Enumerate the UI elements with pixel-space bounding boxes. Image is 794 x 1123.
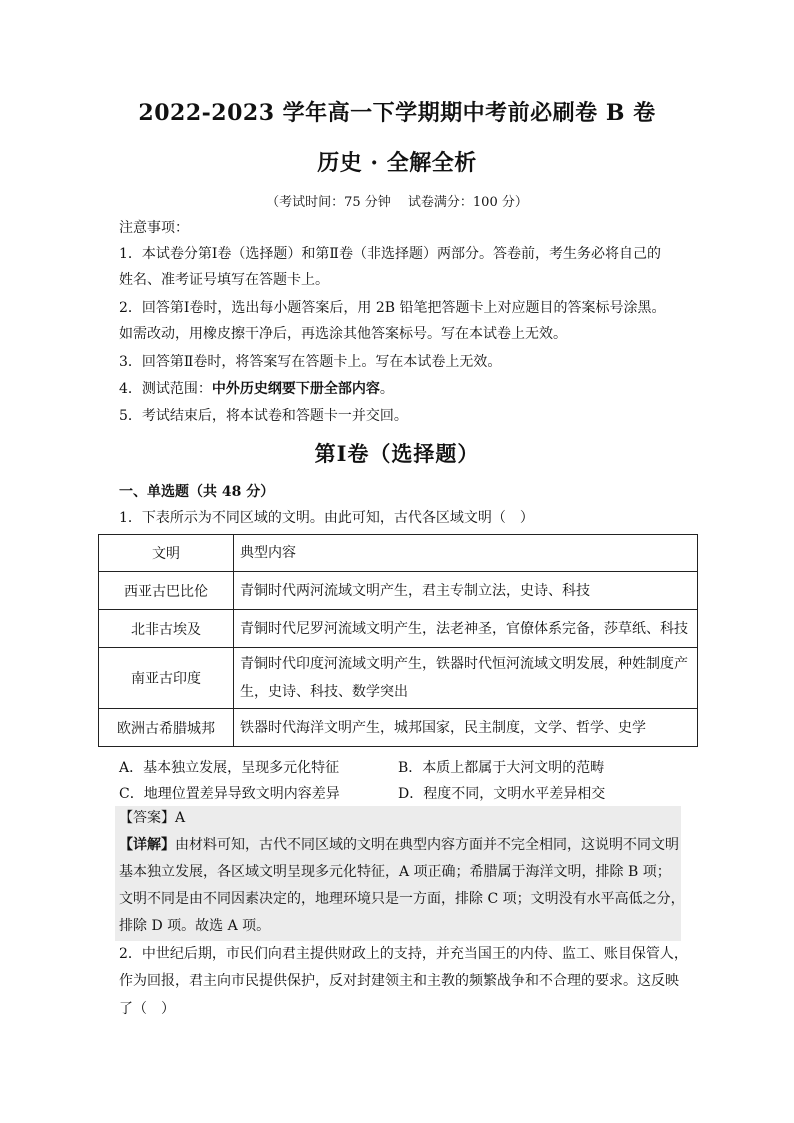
notice-item-4-scope: 中外历史纲要下册全部内容 [211,381,380,397]
notice-item-5: 5．考试结束后，将本试卷和答题卡一并交回。 [119,408,408,424]
table-cell: 青铜时代两河流域文明产生，君主专制立法，史诗、科技 [234,572,698,610]
notice-item-2: 2．回答第Ⅰ卷时，选出每小题答案后，用 2B 铅笔把答题卡上对应题目的答案标号涂黑。 [119,300,666,316]
table-cell: 南亚古印度 [99,648,234,709]
table-header-cell: 典型内容 [234,535,698,572]
question-2-line-1: 2．中世纪后期，市民们向君主提供财政上的支持，并充当国王的内侍、监工、账目保管人， [119,946,688,962]
section-title: 第Ⅰ卷（选择题） [314,441,480,466]
explanation-line-2: 基本独立发展，各区域文明呈现多元化特征，A 项正确；希腊属于海洋文明，排除 B 项； [119,864,671,880]
exam-info: （考试时间：75 分钟 试卷满分：100 分） [266,195,528,210]
table-cell: 西亚古巴比伦 [99,572,234,610]
table-row [99,572,698,610]
question-1-stem: 1．下表所示为不同区域的文明。由此可知，古代各区域文明（ ） [119,510,534,526]
table-cell: 欧洲古希腊城邦 [99,709,234,747]
document-title: 2022-2023 学年高一下学期期中考前必刷卷 B 卷 [138,100,656,126]
section-subheading: 一、单选题（共 48 分） [119,484,275,500]
table-row [99,709,698,747]
explanation-label: 【详解】 [119,837,175,853]
explanation-text: 由材料可知，古代不同区域的文明在典型内容方面并不完全相同，这说明不同文明 [175,837,679,853]
table-row [99,648,698,709]
question-2-line-2: 作为回报，君主向市民提供保护，反对封建领主和主教的频繁战争和不合理的要求。这反映 [119,973,679,989]
notice-item-1-cont: 姓名、准考证号填写在答题卡上。 [119,272,329,288]
explanation-line-4: 排除 D 项。故选 A 项。 [119,918,271,934]
table-cell: 铁器时代海洋文明产生，城邦国家，民主制度，文学、哲学、史学 [234,709,698,747]
notice-item-3: 3．回答第Ⅱ卷时，将答案写在答题卡上。写在本试卷上无效。 [119,354,502,370]
table-header-cell: 文明 [99,535,234,572]
notice-item-1: 1．本试卷分第Ⅰ卷（选择题）和第Ⅱ卷（非选择题）两部分。答卷前，考生务必将自己的 [119,246,661,262]
answer-label: 【答案】A [119,810,186,826]
table-cell: 青铜时代印度河流域文明产生，铁器时代恒河流域文明发展，种姓制度产生，史诗、科技、数学突出 [234,648,698,709]
explanation-line-1 [119,836,679,854]
notice-item-4-prefix: 4．测试范围： [119,381,212,397]
document-subtitle: 历史 · 全解全析 [317,150,477,176]
option-d: D．程度不同，文明水平差异相交 [398,786,606,802]
option-b: B．本质上都属于大河文明的范畴 [398,760,605,776]
notice-heading: 注意事项： [119,220,189,236]
notice-item-4-suffix: 。 [379,381,394,397]
table-header-row [99,535,698,572]
question-2-line-3: 了（ ） [119,1001,175,1017]
notice-item-4 [119,380,394,398]
notice-item-2-cont: 如需改动，用橡皮擦干净后，再选涂其他答案标号。写在本试卷上无效。 [119,326,567,342]
option-a: A．基本独立发展，呈现多元化特征 [119,760,340,776]
civilization-table [98,534,698,747]
table-cell: 青铜时代尼罗河流域文明产生，法老神圣，官僚体系完备，莎草纸、科技 [234,610,698,648]
table-cell: 北非古埃及 [99,610,234,648]
table-row [99,610,698,648]
option-c: C．地理位置差异导致文明内容差异 [119,786,340,802]
explanation-line-3: 文明不同是由不同因素决定的，地理环境只是一方面，排除 C 项；文明没有水平高低之分， [119,891,685,907]
